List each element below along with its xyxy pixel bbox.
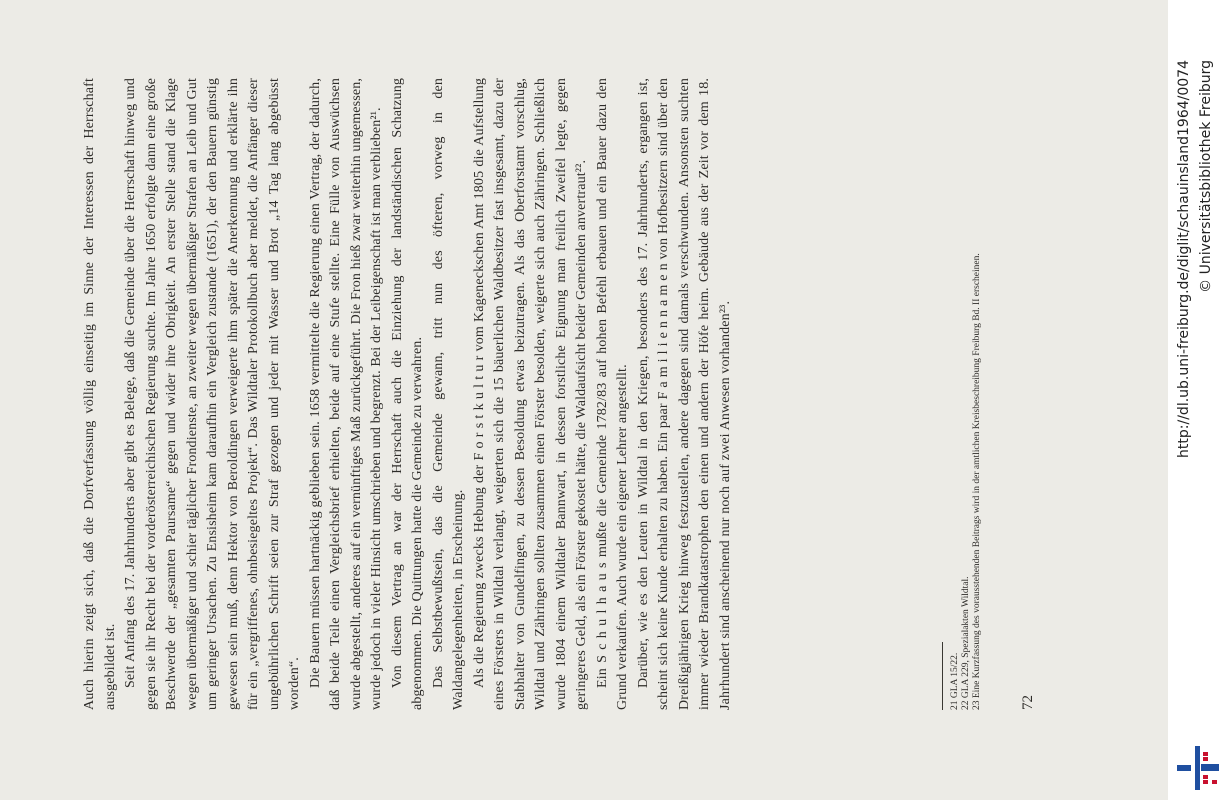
page-number: 72	[1020, 695, 1036, 710]
footnote: 22 GLA 229, Spezialakten Wildtal.	[961, 576, 971, 710]
footnotes	[950, 78, 983, 710]
paragraph: Darüber, wie es den Leuten in Wildtal in den Kriegen, besonders des 17. Jahrhunderts, ergangen ist, scheint sich keine Kunde erhalten zu haben. Ein paar F a m i l i e n n a m e n von Hofbesitzern sind über den Dreißigjährigen Krieg hinweg festzustellen, andere dagegen sind damals verschwunden. Ansonsten suchten immer wieder Brandkatastrophen den einen und andern der Höfe heim. Gebäude aus der Zeit vor dem 18. Jahrhundert sind anscheinend nur noch auf zwei Anwesen vorhanden²³.	[635, 78, 733, 710]
sidebar-rotated-text	[1168, 0, 1224, 800]
paragraph: Seit Anfang des 17. Jahrhunderts aber gibt es Belege, daß die Gemeinde über die Herrschaft hinweg und gegen sie ihr Recht bei der vorderösterreichischen Regierung suchte. Im Jahre 1650 erfolgte dann eine große Beschwerde der „gesamten Paursame“ gegen und wider ihre Obrigkeit. An erster Stelle stand die Klage wegen übermäßiger und schier täglicher Frondienste, an zweiter wegen übermäßiger Strafen an Leib und Gut um geringer Ursachen. Zu Ensisheim kam daraufhin ein Vergleich zustande (1651), der den Bauern günstig gewesen sein muß, denn Hektor von Beroldingen verweigerte ihm später die Anerkennung und erklärte ihn für ein „vergriffenes, ohnbesiegeltes Projekt“. Das Wildtaler Protokollbuch aber meldet, die Anfänger dieser ungebührlichen Schrift seien zur Straf gezogen und jeder mit Wasser und Brot „14 Tag lang abgebüsst worden“.	[123, 78, 302, 710]
paragraph: Ein S c h u l h a u s mußte die Gemeinde 1782/83 auf hohen Befehl erbauen und ein Bauer dazu den Grund verkaufen. Auch wurde ein eigener Lehrer angestellt.	[594, 78, 630, 710]
paragraph: Das Selbstbewußtsein, das die Gemeinde gewann, tritt nun des öfteren, vorweg in den Waldangelegenheiten, in Erscheinung.	[430, 78, 466, 710]
paragraph: Von diesem Vertrag an war der Herrschaft auch die Einziehung der landständischen Schatzung abgenommen. Die Quittungen hatte die Gemeinde zu verwahren.	[389, 78, 425, 710]
body-text	[80, 78, 736, 710]
copyright-notice: © Universitätsbibliothek Freiburg	[1198, 60, 1214, 293]
footnote: 23 Eine Kurzfassung des vorausstehenden Beitrags wird in der amtlichen Kreisbeschreibung Freiburg Bd. II erscheinen.	[972, 253, 982, 710]
ub-freiburg-logo-icon	[1177, 746, 1219, 790]
paragraph: Die Bauern müssen hartnäckig geblieben sein. 1658 vermittelte die Regierung einen Vertrag, der dadurch, daß beide Teile einen Vergleichsbrief erhielten, beide auf eine Stufe stellte. Eine Fülle von Auswüchsen wurde abgestellt, anderes auf ein vernünftiges Maß zurückgeführt. Die Fron hieß zwar weiterhin ungemessen, wurde jedoch in vieler Hinsicht umschrieben und begrenzt. Bei der Leibeigenschaft ist man verblieben²¹.	[307, 78, 384, 710]
footnote: 21 GLA 15/22.	[950, 652, 960, 710]
source-url-link[interactable]: http://dl.ub.uni-freiburg.de/diglit/schauinsland1964/0074	[1176, 60, 1192, 458]
paragraph: Als die Regierung zwecks Hebung der F o r s t k u l t u r vom Kageneckschen Amt 1805 die Aufstellung eines Försters in Wildtal verlangt, weigerten sich die 15 bäuerlichen Waldbesitzer fast insgesamt, dazu der Stabhalter von Gundelfingen, zu dessen Besoldung etwas beizutragen. Als das Oberforstamt vorschlug, Wildtal und Zähringen sollten zusammen einen Förster besolden, weigerte sich auch Zähringen. Schließlich wurde 1804 einem Wildtaler Bannwart, in dessen forstliche Eignung man freilich Zweifel legte, gegen geringeres Geld, als ein Förster gekostet hätte, die Waldaufsicht beider Gemeinden anvertraut²².	[471, 78, 589, 710]
library-sidebar	[1168, 0, 1224, 800]
paragraph: Auch hierin zeigt sich, daß die Dorfverfassung völlig einseitig im Sinne der Interessen der Herrschaft ausgebildet ist.	[82, 78, 118, 710]
footnote-divider	[942, 642, 943, 710]
